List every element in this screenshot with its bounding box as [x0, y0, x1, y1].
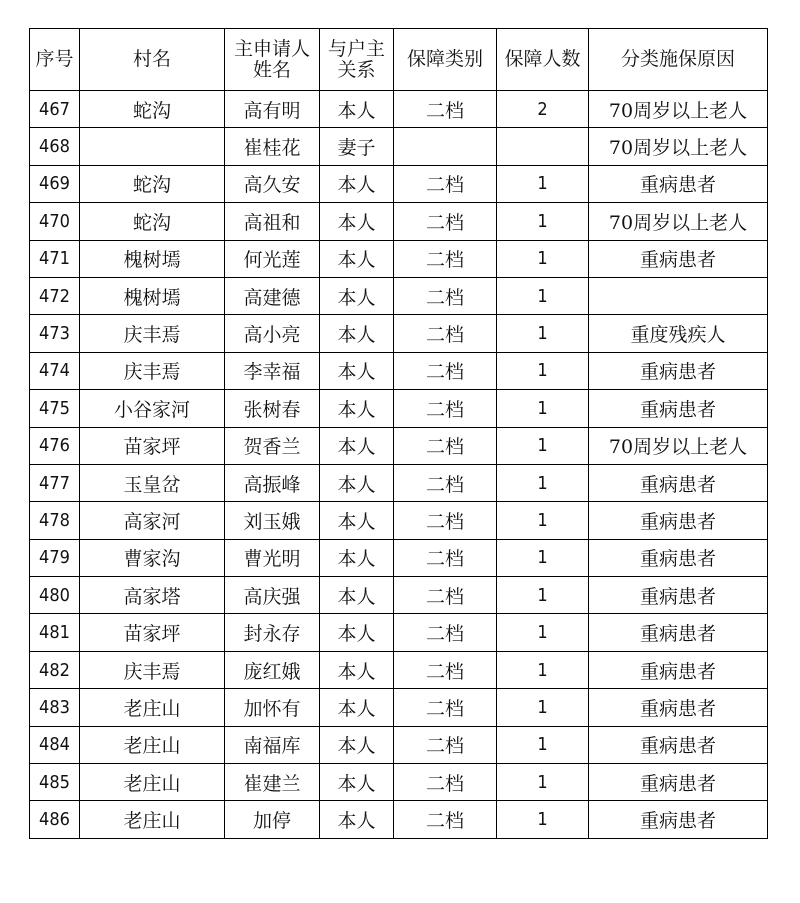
serial-cell: 474: [30, 352, 80, 389]
count-cell: 1: [497, 165, 589, 202]
serial-cell: 483: [30, 689, 80, 726]
applicant-cell: 刘玉娥: [225, 502, 320, 539]
header-applicant: 主申请人姓名: [225, 29, 320, 91]
reason-cell: 重病患者: [589, 165, 768, 202]
category-cell: 二档: [394, 689, 497, 726]
category-cell: 二档: [394, 726, 497, 763]
reason-cell: 70周岁以上老人: [589, 128, 768, 165]
header-relation: 与户主关系: [320, 29, 394, 91]
applicant-cell: 曹光明: [225, 539, 320, 576]
table-row: [30, 352, 768, 389]
applicant-cell: 高小亮: [225, 315, 320, 352]
reason-cell: 重病患者: [589, 651, 768, 688]
category-cell: 二档: [394, 315, 497, 352]
serial-cell: 471: [30, 240, 80, 277]
serial-cell: 470: [30, 203, 80, 240]
count-cell: [497, 128, 589, 165]
category-cell: 二档: [394, 651, 497, 688]
count-cell: 1: [497, 577, 589, 614]
village-cell: 槐树墕: [80, 277, 225, 314]
village-cell: 庆丰焉: [80, 315, 225, 352]
reason-cell: 重病患者: [589, 689, 768, 726]
serial-cell: 468: [30, 128, 80, 165]
count-cell: 1: [497, 277, 589, 314]
count-cell: 1: [497, 390, 589, 427]
relation-cell: 本人: [320, 577, 394, 614]
relation-cell: 本人: [320, 726, 394, 763]
relation-cell: 本人: [320, 390, 394, 427]
applicant-cell: 李幸福: [225, 352, 320, 389]
applicant-cell: 高久安: [225, 165, 320, 202]
category-cell: 二档: [394, 539, 497, 576]
reason-cell: 重病患者: [589, 464, 768, 501]
table-row: [30, 651, 768, 688]
village-cell: 庆丰焉: [80, 651, 225, 688]
table-row: [30, 614, 768, 651]
relation-cell: 本人: [320, 651, 394, 688]
relation-cell: 本人: [320, 91, 394, 128]
header-reason: 分类施保原因: [589, 29, 768, 91]
serial-cell: 486: [30, 801, 80, 838]
category-cell: 二档: [394, 91, 497, 128]
relation-cell: 本人: [320, 352, 394, 389]
relation-cell: 本人: [320, 165, 394, 202]
reason-cell: 重病患者: [589, 726, 768, 763]
category-cell: 二档: [394, 165, 497, 202]
table-row: [30, 315, 768, 352]
relation-cell: 本人: [320, 689, 394, 726]
table-row: [30, 240, 768, 277]
table-row: [30, 427, 768, 464]
serial-cell: 480: [30, 577, 80, 614]
relation-cell: 本人: [320, 427, 394, 464]
serial-cell: 484: [30, 726, 80, 763]
category-cell: [394, 128, 497, 165]
serial-cell: 472: [30, 277, 80, 314]
category-cell: 二档: [394, 427, 497, 464]
table-row: [30, 689, 768, 726]
header-count: 保障人数: [497, 29, 589, 91]
count-cell: 1: [497, 689, 589, 726]
village-cell: 高家河: [80, 502, 225, 539]
applicant-cell: 加停: [225, 801, 320, 838]
reason-cell: 重病患者: [589, 240, 768, 277]
reason-cell: 重病患者: [589, 577, 768, 614]
applicant-cell: 贺香兰: [225, 427, 320, 464]
count-cell: 1: [497, 764, 589, 801]
table-row: [30, 801, 768, 838]
serial-cell: 482: [30, 651, 80, 688]
village-cell: 蛇沟: [80, 91, 225, 128]
relation-cell: 本人: [320, 764, 394, 801]
village-cell: 高家塔: [80, 577, 225, 614]
relation-cell: 本人: [320, 277, 394, 314]
applicant-cell: 崔建兰: [225, 764, 320, 801]
serial-cell: 469: [30, 165, 80, 202]
table-row: [30, 390, 768, 427]
header-serial: 序号: [30, 29, 80, 91]
serial-cell: 475: [30, 390, 80, 427]
village-cell: 老庄山: [80, 689, 225, 726]
table-row: [30, 726, 768, 763]
serial-cell: 479: [30, 539, 80, 576]
table-body: [30, 91, 768, 839]
reason-cell: 重病患者: [589, 764, 768, 801]
applicant-cell: 何光莲: [225, 240, 320, 277]
serial-cell: 473: [30, 315, 80, 352]
serial-cell: 485: [30, 764, 80, 801]
category-cell: 二档: [394, 352, 497, 389]
table-row: [30, 277, 768, 314]
applicant-cell: 高有明: [225, 91, 320, 128]
table-row: [30, 203, 768, 240]
count-cell: 1: [497, 315, 589, 352]
reason-cell: 重病患者: [589, 614, 768, 651]
village-cell: 庆丰焉: [80, 352, 225, 389]
count-cell: 2: [497, 91, 589, 128]
count-cell: 1: [497, 427, 589, 464]
table-row: [30, 165, 768, 202]
village-cell: [80, 128, 225, 165]
applicant-cell: 高祖和: [225, 203, 320, 240]
roster-table: [29, 28, 768, 839]
relation-cell: 本人: [320, 539, 394, 576]
serial-cell: 476: [30, 427, 80, 464]
table-row: [30, 128, 768, 165]
village-cell: 蛇沟: [80, 203, 225, 240]
relation-cell: 本人: [320, 801, 394, 838]
village-cell: 苗家坪: [80, 614, 225, 651]
reason-cell: 重病患者: [589, 390, 768, 427]
category-cell: 二档: [394, 502, 497, 539]
village-cell: 玉皇岔: [80, 464, 225, 501]
count-cell: 1: [497, 240, 589, 277]
category-cell: 二档: [394, 577, 497, 614]
relation-cell: 本人: [320, 502, 394, 539]
reason-cell: 70周岁以上老人: [589, 91, 768, 128]
serial-cell: 478: [30, 502, 80, 539]
header-row: [30, 29, 768, 91]
applicant-cell: 高庆强: [225, 577, 320, 614]
category-cell: 二档: [394, 203, 497, 240]
table-row: [30, 539, 768, 576]
applicant-cell: 加怀有: [225, 689, 320, 726]
category-cell: 二档: [394, 801, 497, 838]
reason-cell: 重病患者: [589, 352, 768, 389]
count-cell: 1: [497, 539, 589, 576]
category-cell: 二档: [394, 464, 497, 501]
serial-cell: 467: [30, 91, 80, 128]
applicant-cell: 张树春: [225, 390, 320, 427]
relation-cell: 本人: [320, 614, 394, 651]
count-cell: 1: [497, 726, 589, 763]
village-cell: 曹家沟: [80, 539, 225, 576]
count-cell: 1: [497, 502, 589, 539]
table-row: [30, 91, 768, 128]
table-header: [30, 29, 768, 91]
relation-cell: 本人: [320, 315, 394, 352]
count-cell: 1: [497, 352, 589, 389]
relation-cell: 本人: [320, 464, 394, 501]
applicant-cell: 庞红娥: [225, 651, 320, 688]
reason-cell: 70周岁以上老人: [589, 427, 768, 464]
village-cell: 槐树墕: [80, 240, 225, 277]
applicant-cell: 高振峰: [225, 464, 320, 501]
category-cell: 二档: [394, 277, 497, 314]
reason-cell: 重病患者: [589, 539, 768, 576]
count-cell: 1: [497, 203, 589, 240]
category-cell: 二档: [394, 390, 497, 427]
reason-cell: 重病患者: [589, 502, 768, 539]
header-category: 保障类别: [394, 29, 497, 91]
relation-cell: 本人: [320, 240, 394, 277]
relation-cell: 妻子: [320, 128, 394, 165]
count-cell: 1: [497, 614, 589, 651]
relation-cell: 本人: [320, 203, 394, 240]
reason-cell: 70周岁以上老人: [589, 203, 768, 240]
serial-cell: 477: [30, 464, 80, 501]
category-cell: 二档: [394, 240, 497, 277]
header-village: 村名: [80, 29, 225, 91]
village-cell: 苗家坪: [80, 427, 225, 464]
reason-cell: [589, 277, 768, 314]
applicant-cell: 封永存: [225, 614, 320, 651]
count-cell: 1: [497, 801, 589, 838]
village-cell: 蛇沟: [80, 165, 225, 202]
reason-cell: 重度残疾人: [589, 315, 768, 352]
table-row: [30, 577, 768, 614]
reason-cell: 重病患者: [589, 801, 768, 838]
table-row: [30, 502, 768, 539]
serial-cell: 481: [30, 614, 80, 651]
category-cell: 二档: [394, 764, 497, 801]
category-cell: 二档: [394, 614, 497, 651]
table-row: [30, 464, 768, 501]
village-cell: 老庄山: [80, 726, 225, 763]
table-row: [30, 764, 768, 801]
village-cell: 老庄山: [80, 764, 225, 801]
applicant-cell: 南福库: [225, 726, 320, 763]
applicant-cell: 高建德: [225, 277, 320, 314]
village-cell: 小谷家河: [80, 390, 225, 427]
village-cell: 老庄山: [80, 801, 225, 838]
applicant-cell: 崔桂花: [225, 128, 320, 165]
count-cell: 1: [497, 464, 589, 501]
count-cell: 1: [497, 651, 589, 688]
